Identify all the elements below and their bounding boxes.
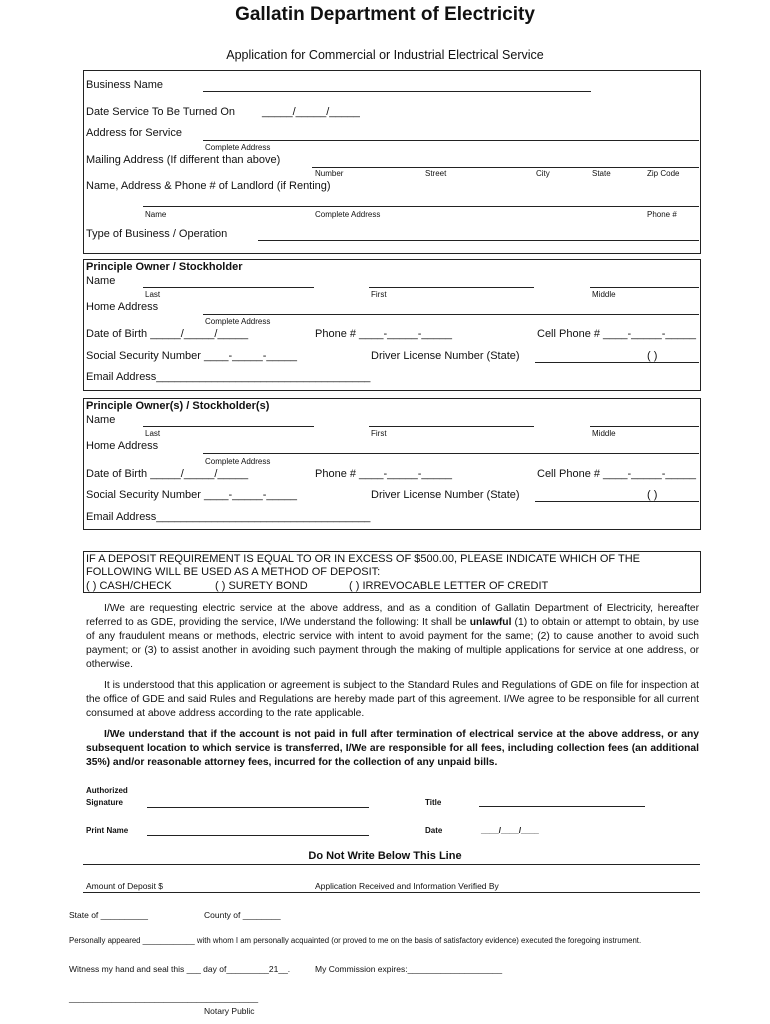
number-hint: Number (315, 169, 344, 178)
owner1-home-address-field[interactable] (203, 314, 699, 315)
office-divider-top (83, 864, 700, 865)
owner2-complete-address-hint: Complete Address (205, 457, 271, 466)
owner2-dl-label: Driver License Number (State) (371, 489, 520, 501)
owner1-complete-address-hint: Complete Address (205, 317, 271, 326)
owner2-home-address-field[interactable] (203, 453, 699, 454)
owner1-home-address-label: Home Address (86, 301, 159, 313)
notary-appeared: Personally appeared ____________ with whom I am personally acquainted (or proved to me on the basis of satisfactory evidence) executed the foregoing instrument. (69, 936, 642, 945)
landlord-name-hint: Name (145, 210, 167, 219)
notary-county[interactable]: County of ________ (204, 910, 281, 920)
owner2-home-address-label: Home Address (86, 440, 159, 452)
date-field[interactable]: ____/____/____ (481, 826, 539, 835)
owner1-email[interactable]: Email Address___________________________________ (86, 371, 371, 383)
landlord-label: Name, Address & Phone # of Landlord (if Renting) (86, 180, 331, 192)
deposit-surety-bond-option[interactable]: ( ) SURETY BOND (215, 580, 308, 592)
title-field[interactable] (479, 806, 645, 807)
landlord-field[interactable] (143, 206, 699, 207)
owner2-heading: Principle Owner(s) / Stockholder(s) (86, 400, 270, 412)
business-type-label: Type of Business / Operation (86, 228, 228, 240)
owner2-phone[interactable]: Phone # ____-_____-_____ (315, 468, 453, 480)
print-name-label: Print Name (86, 826, 129, 835)
owner1-last-hint: Last (145, 290, 161, 299)
business-name-label: Business Name (86, 79, 164, 91)
notary-witness: Witness my hand and seal this ___ day of_________21__. (69, 964, 291, 974)
date-service-field[interactable]: _____/_____/_____ (262, 106, 360, 118)
owner1-dl-state[interactable]: ( ) (647, 350, 658, 362)
mailing-address-label: Mailing Address (If different than above) (86, 154, 281, 166)
owner2-dl-field[interactable] (535, 501, 699, 502)
rules-paragraph: It is understood that this application or agreement is subject to the Standard Rules and Regulations of GDE on file for inspection at the office of GDE and said Rules and Regulations are hereby made part of this agreement. I/We agree to be responsible for all current consumed at above address according to the rate applicable. (86, 680, 699, 719)
owner1-heading: Principle Owner / Stockholder (86, 261, 243, 273)
date-label: Date (425, 826, 443, 835)
page-subtitle: Application for Commercial or Industrial Electrical Service (226, 48, 544, 62)
owner1-first-field[interactable] (369, 287, 534, 288)
authorized-label: Authorized (86, 786, 128, 795)
owner1-dl-label: Driver License Number (State) (371, 350, 520, 362)
office-divider-bottom (83, 892, 700, 893)
street-hint: Street (425, 169, 447, 178)
owner2-cell[interactable]: Cell Phone # ____-_____-_____ (537, 468, 697, 480)
deposit-cash-check-option[interactable]: ( ) CASH/CHECK (86, 580, 172, 592)
signature-field[interactable] (147, 807, 369, 808)
deposit-line1: IF A DEPOSIT REQUIREMENT IS EQUAL TO OR IN EXCESS OF $500.00, PLEASE INDICATE WHICH OF THE (86, 553, 641, 565)
owner2-dl-state[interactable]: ( ) (647, 489, 658, 501)
title-label: Title (425, 798, 442, 807)
owner2-name-label: Name (86, 414, 116, 426)
received-verified-label: Application Received and Information Verified By (315, 881, 499, 891)
owner2-middle-field[interactable] (590, 426, 699, 427)
owner2-last-field[interactable] (143, 426, 314, 427)
complete-address-hint: Complete Address (205, 143, 271, 152)
owner1-middle-hint: Middle (592, 290, 616, 299)
city-hint: City (536, 169, 550, 178)
owner2-middle-hint: Middle (592, 429, 616, 438)
service-address-field[interactable] (203, 140, 699, 141)
owner1-last-field[interactable] (143, 287, 314, 288)
owner2-first-hint: First (371, 429, 387, 438)
page-title: Gallatin Department of Electricity (235, 4, 535, 25)
owner1-ssn[interactable]: Social Security Number ____-_____-_____ (86, 350, 297, 362)
do-not-write-heading: Do Not Write Below This Line (308, 850, 462, 862)
mailing-address-field[interactable] (312, 167, 699, 168)
owner1-name-label: Name (86, 275, 116, 287)
deposit-letter-of-credit-option[interactable]: ( ) IRREVOCABLE LETTER OF CREDIT (349, 580, 549, 592)
owner1-first-hint: First (371, 290, 387, 299)
owner1-phone[interactable]: Phone # ____-_____-_____ (315, 328, 453, 340)
owner2-dob[interactable]: Date of Birth _____/_____/_____ (86, 468, 249, 480)
notary-state[interactable]: State of __________ (69, 910, 148, 920)
service-address-label: Address for Service (86, 127, 182, 139)
owner1-cell[interactable]: Cell Phone # ____-_____-_____ (537, 328, 697, 340)
landlord-phone-hint: Phone # (647, 210, 677, 219)
amount-deposit-label: Amount of Deposit $ (86, 881, 164, 891)
owner2-ssn[interactable]: Social Security Number ____-_____-_____ (86, 489, 297, 501)
signature-label: Signature (86, 798, 123, 807)
date-service-label: Date Service To Be Turned On (86, 106, 235, 118)
owner1-dl-field[interactable] (535, 362, 699, 363)
owner2-last-hint: Last (145, 429, 161, 438)
zip-hint: Zip Code (647, 169, 680, 178)
notary-signature-line[interactable]: ________________________________________ (69, 993, 259, 1003)
print-name-field[interactable] (147, 835, 369, 836)
fraud-paragraph: I/We are requesting electric service at the above address, and as a condition of Gallatin Department of Electricity, hereafter referred to as GDE, providing the service, I/We understand the following: It shall be unlawful (1) to obtain or attempt to obtain, by use of any fraudulent means or methods, electric service with intent to avoid payment for the same; (2) to cause another to avoid such payment; or (3) to assist another in avoiding such payment through the making of multiple applications for service at one address, or otherwise. (86, 603, 700, 670)
business-type-field[interactable] (258, 240, 699, 241)
deposit-line2: FOLLOWING WILL BE USED AS A METHOD OF DEPOSIT: (86, 566, 381, 578)
fees-paragraph: I/We understand that if the account is not paid in full after termination of electrical service at the above address, or any subsequent location to which service is transferred, I/We are responsible for all fees, including collection fees (an additional 35%) and/or reasonable attorney fees, incurred for the collection of any unpaid bills. (86, 729, 699, 768)
state-hint: State (592, 169, 611, 178)
owner2-email[interactable]: Email Address___________________________________ (86, 511, 371, 523)
owner2-first-field[interactable] (369, 426, 534, 427)
notary-commission: My Commission expires:____________________ (315, 964, 503, 974)
business-name-field[interactable] (203, 91, 591, 92)
landlord-address-hint: Complete Address (315, 210, 381, 219)
notary-public-label: Notary Public (204, 1006, 255, 1016)
owner1-dob[interactable]: Date of Birth _____/_____/_____ (86, 328, 249, 340)
owner1-middle-field[interactable] (590, 287, 699, 288)
